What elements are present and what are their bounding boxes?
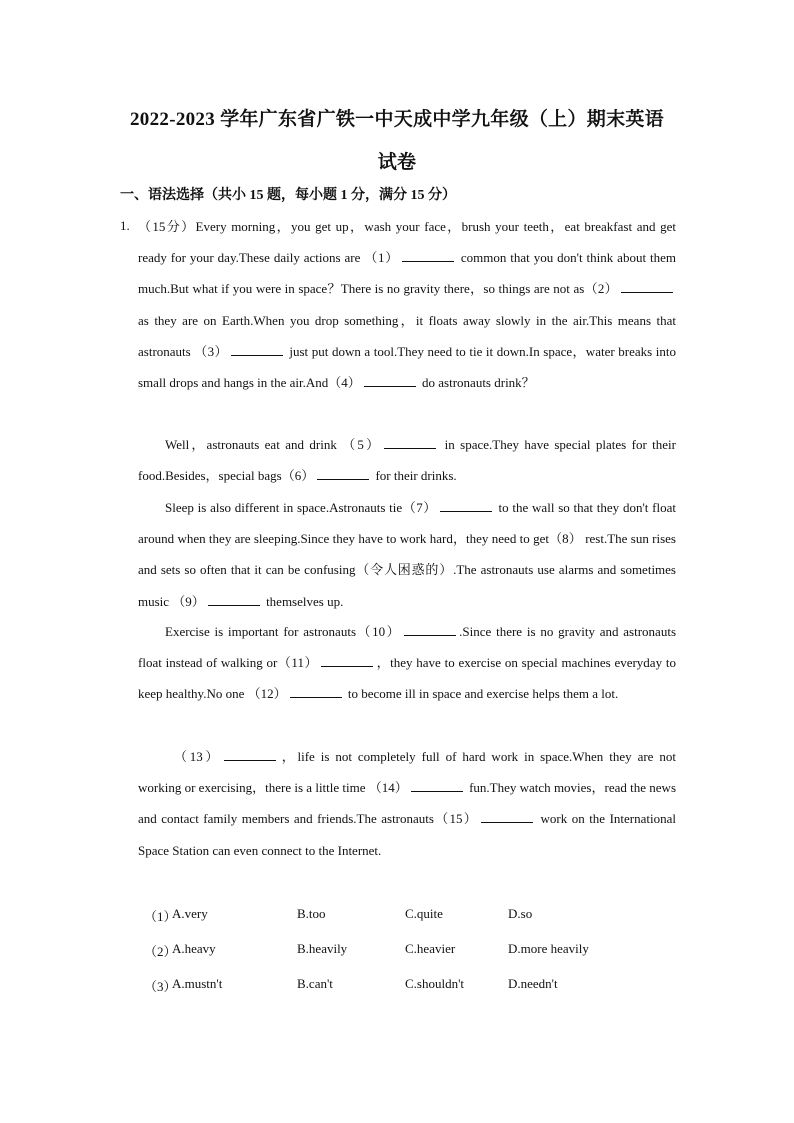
option-a: A.mustn't — [172, 976, 223, 991]
answer-blank — [402, 249, 454, 262]
options-row-2 — [138, 941, 678, 961]
paragraph-text: Well，astronauts eat and drink （5） — [165, 437, 382, 452]
exam-title-line1: 2022-2023 学年广东省广铁一中天成中学九年级（上）期末英语 — [130, 109, 664, 130]
paragraph-text: as they are on Earth.When you drop something，it floats away slowly in the air.This means that astronauts （3） — [138, 312, 676, 359]
answer-blank — [290, 685, 342, 698]
paragraph-text: Sleep is also different in space.Astronauts tie（7） — [165, 500, 437, 515]
paragraph-text: .Since there is no gravity and astronauts float instead of walking or（11） — [138, 624, 677, 671]
option-d: D.needn't — [508, 976, 558, 991]
paragraph-text: common that you don't think about them much.But what if you were in space？There is no gravity there，so things are not as（2） — [138, 250, 676, 297]
paragraph-text: ，life is not completely full of hard work in space.When they are not working or exercising，there is a little time （14） — [138, 749, 676, 796]
paragraph-text: （15分）Every morning，you get up，wash your face，brush your teeth，eat breakfast and get ready for your day.These daily actions are （1） — [138, 219, 676, 266]
paragraph-text: to the wall so that they don't float around when they are sleeping.Since they have to work hard，they need to get（8） rest.The sun rises and sets so often that it can be confusing（令人困惑的）.The astronauts use alarms and sometimes music （9） — [138, 500, 676, 609]
answer-blank — [224, 748, 276, 761]
option-b: B.can't — [297, 976, 333, 991]
section-heading: 一、语法选择（共小 15 题，每小题 1 分，满分 15 分） — [120, 188, 456, 203]
answer-blank — [364, 374, 416, 387]
option-d: D.more heavily — [508, 941, 589, 956]
paragraph-text: fun.They watch movies，read the news and contact family members and friends.The astronauts（15） — [138, 780, 677, 827]
paragraph-text: do astronauts drink？ — [418, 375, 535, 391]
paragraph-text: in space.They have special plates for their food.Besides，special bags（6） — [138, 437, 676, 484]
paragraph-text: to become ill in space and exercise helps them a lot. — [344, 686, 619, 702]
passage-paragraph-2 — [138, 429, 676, 491]
answer-blank — [384, 436, 436, 449]
answer-blank — [411, 779, 463, 792]
answer-blank — [621, 280, 673, 293]
exam-title-line2: 试卷 — [377, 152, 417, 173]
option-number: （1） — [144, 909, 177, 924]
option-c: C.quite — [405, 906, 443, 921]
paragraph-text: Exercise is important for astronauts（10） — [165, 624, 402, 639]
answer-blank — [317, 467, 369, 480]
answer-blank — [404, 623, 456, 636]
answer-blank — [208, 593, 260, 606]
options-row-3 — [138, 976, 678, 996]
passage-paragraph-1 — [138, 211, 676, 398]
answer-blank — [321, 654, 373, 667]
paragraph-text: just put down a tool.They need to tie it down.In space，water breaks into small drops and hangs in the air.And（4） — [138, 343, 676, 391]
option-number: （2） — [144, 944, 177, 959]
option-b: B.too — [297, 906, 326, 921]
option-a: A.very — [172, 906, 208, 921]
answer-blank — [440, 499, 492, 512]
paragraph-text: for their drinks. — [372, 468, 457, 484]
option-number: （3） — [144, 979, 177, 994]
passage-paragraph-3 — [138, 492, 676, 617]
answer-blank — [231, 343, 283, 356]
option-d: D.so — [508, 906, 533, 921]
question-number: 1. — [120, 218, 130, 233]
paragraph-text: work on the International Space Station can even connect to the Internet. — [138, 811, 676, 858]
paragraph-text: themselves up. — [262, 593, 344, 609]
passage-paragraph-5 — [138, 741, 676, 866]
option-c: C.shouldn't — [405, 976, 465, 991]
options-row-1 — [138, 906, 678, 926]
option-c: C.heavier — [405, 941, 456, 956]
option-b: B.heavily — [297, 941, 348, 956]
option-a: A.heavy — [172, 941, 216, 956]
passage-paragraph-4 — [138, 616, 676, 710]
answer-blank — [481, 810, 533, 823]
paragraph-text: （13） — [174, 749, 222, 764]
paragraph-text: ，they have to exercise on special machines everyday to keep healthy.No one （12） — [138, 655, 676, 702]
